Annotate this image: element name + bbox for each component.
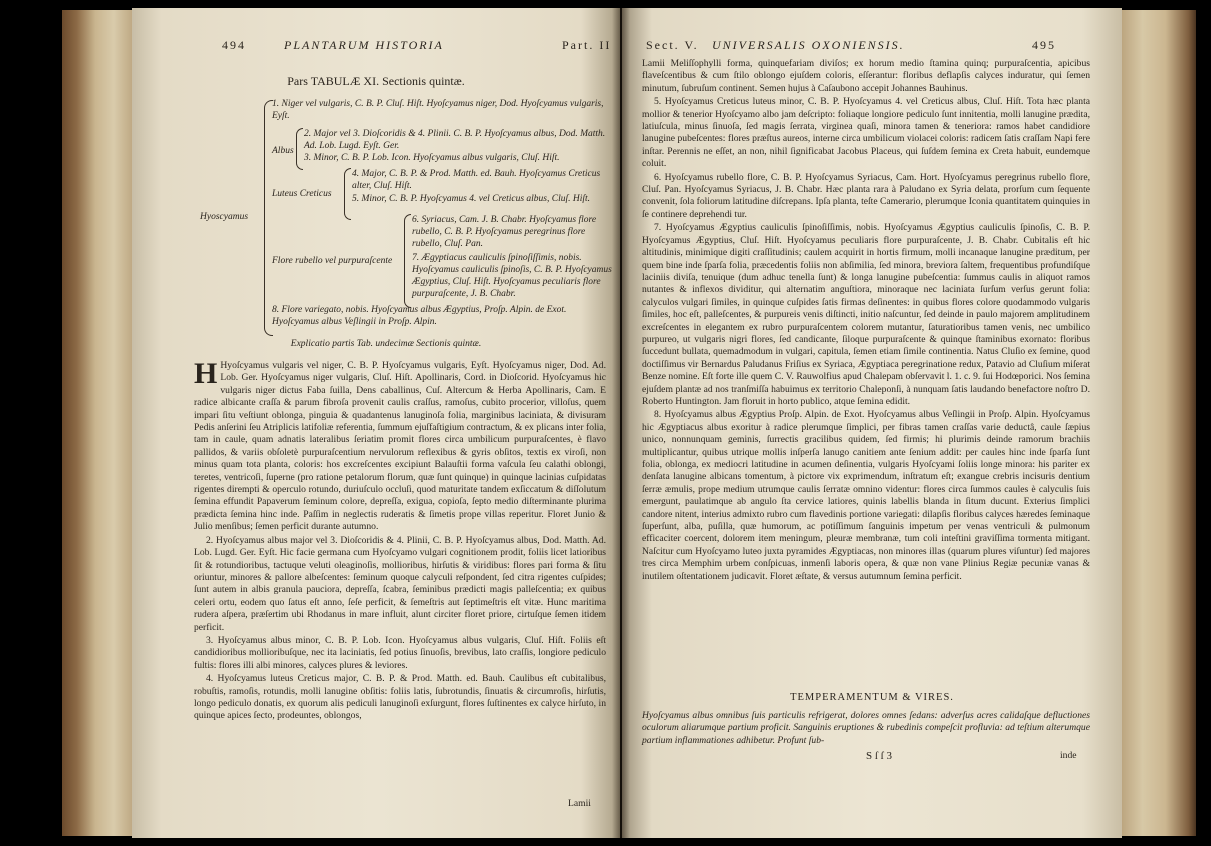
drop-cap: H <box>194 357 218 390</box>
paragraph-8: 8. Hyoſcyamus albus Ægyptius Proſp. Alpin. de Exot. Hyoſcyamus albus Veſlingii in Proſp. Alpin. Hyoſcyamus hic Ægyptiacus albus exoritur à radice plerumque ſimplici, per fibras tamen craſſas varie deductâ, caule ſæpius unico, nonnunquam geminis, ſurrectis gracilibus quidem, ſed firmis; hi plurimis deinde ramorum brachiis multiplicantur, quibus utrique mollis inſperſa lanugo canitiem ante ſenium addit: per caules hinc inde ſparſa ſunt folia, oblonga, ex mediocri latitudine in acumen deſinentia, vulgaris Hyoſcyami ſoliis longe minora: his pariter ex denſata lanugine albicans tomentum, à pictore vix exprimendum, inſtratum eſt; exangue crebris incisuris dentium ſerræ æmulis, prope medium utrumque caulis ſerratæ omnino videntur: flores circa ſummos caules è calyculis ſuis emergunt, paulatimque ab angulo ſta cervice latiores, quinis labellis blanda in ſitum ducunt. Exterius ſimplici candore nitent, interius admixto rubro cum flavedinis portione variegati: dilapſis floribus calyces hæredes ſeminaque ſuperſunt, alba, puſilla, quæ humorum, ac potiſſimum ſanguinis impetum per venas ventriculi & pulmonum efficaciter coercent, dolorem item meningum, pleuræ membranæ, tum coli inteſtini graviſſima tormenta mitigant. Naſcitur cum Hyoſcyamo luteo juxta pyramides Ægyptiacas, non minores illas (quarum plures viſuntur) ſed majores tres circa Memphim urbem conſpicuas, inmenſi laboris opera, & quæ non vane Plinius Regiæ pecuniæ vanas & inutilem oſtentationem judicavit. Floret æſtate, & versus autumnum ſemina perficit. <box>642 409 1090 582</box>
table-title: Pars TABULÆ XI. Sectionis quintæ. <box>287 74 465 88</box>
left-catchword: Lamii <box>568 798 591 809</box>
left-part-label: Part. II <box>562 38 612 52</box>
paragraph-5: 5. Hyoſcyamus Creticus luteus minor, C. B. P. Hyoſcyamus 4. vel Creticus albus, Cluſ. Hiſt. Tota hæc planta mollior & tenerior Hyoſcyamo albo jam deſcripto: foliaque longiore pediculo ſunt innitentia, molli lanugine prædita, latiuſcula, minus ſinuoſa, ſed magis ſerrata, virginea quaſi, minora tamen & teneriora: ramos habet candidiore lanugine pubeſcentes: flores præſtus aureos, interne circa umbilicum violacei coloris: radicem ſatis craſſam Napi fere inſtar. Perennis ne eſſet, an non, nihil ſignificabat Jacobus Placeus, qui ſuſdem ſemina ex Creta habuit, eundemque coluit. <box>642 96 1090 170</box>
table-entry-6: 6. Syriacus, Cam. J. B. Chabr. Hyoſcyamus flore rubello, C. B. P. Hyoſcyamus peregrinus flore rubello, Cluſ. Pan. <box>412 215 597 249</box>
left-running-title: PLANTARUM HISTORIA <box>284 38 444 52</box>
right-section-label: Sect. V. <box>646 38 699 52</box>
table-entry-3: 3. Minor, C. B. P. Lob. Icon. Hyoſcyamus albus vulgaris, Cluſ. Hiſt. <box>304 153 560 163</box>
luteus-label: Luteus Creticus <box>272 189 332 199</box>
table-entry-7: 7. Ægyptiacus cauliculis ſpinoſiſſimis, nobis. Hyoſcyamus cauliculis ſpinoſis, C. B. P. Hyoſcyamus Ægyptius, Cluſ. Hiſt. Hyoſcyamus peculiaris flore purpuraſcente, J. B. Chabr. <box>412 253 612 299</box>
paragraph-1: Hyoſcyamus vulgaris vel niger, C. B. P. Hyoſcyamus vulgaris, Eyſt. Hyoſcyamus niger, Dod. Ad. Lob. Ger. Hyoſcyamus niger vulgaris, Cluſ. Hiſt. Apollinaris, Cord. in Dioſcorid. Hyoſcyamus hic vulgaris niger dictus Faba ſuilla, Dens caballinus, Cuſ. Altercum & Herba Apollinaris, Cam. E radice albicante craſſa & parum fibroſa provenit caulis craſſus, ramoſus, cubito procerior, villoſus, quem impari ſitu veſtiunt oblonga, pinguia & quadantenus lanuginoſa folia, marginibus laciniata, & divisuram Pedis anſerini ſeu Atriplicis latifoliæ referentia, ſummum ejuſfaſtigium contractum, & ex plicans inter folia, tam in caule, quam adnatis lateralibus ſeriatim promit flores circa umbilicum purpuraſcentes, è flavo pallidos, & variis obſoletè purpuraſcentium nervulorum reflexibus & gyris obſitos, textis ex viroſi, non minus quam tota planta, coloris: hos excreſcentes excipiunt Balauſtii forma vaſcula ſeu calathi oblongi, teretes, ventricoſi, ſuperne (pro ratione petalorum florum, quæ ſunt quinque) in quinque lacinias cuſpidatas rigentes dirempti & operculo rotundo, duriuſculo occluſi, quod maturitate tandem exſiccatum & diſſolutum ſemina effundit Papaverum ſeminum colore, depreſſa, exigua, copioſa, ſepto medio diſterminante plurima prædicta ſemina hinc inde. Paſſim in neglectis ruderatis & ſimetis prope villas reperitur. Floret Junio & Julio menſibus; ſemen perficit durante autumno. <box>194 360 606 533</box>
table-entry-4: 4. Major, C. B. P. & Prod. Matth. ed. Bauh. Hyoſcyamus Creticus alter, Cluſ. Hiſt. <box>352 169 601 191</box>
left-page-number: 494 <box>222 38 246 52</box>
albus-label: Albus <box>272 146 294 156</box>
luteus-bracket <box>344 168 351 220</box>
paragraph-7: 7. Hyoſcyamus Ægyptius cauliculis ſpinoſiſſimis, nobis. Hyoſcyamus Ægyptius cauliculis ſpinoſis, C. B. P. Hyoſcyamus Ægyptius, Cluſ. Hiſt. Hyoſcyamus peculiaris flore purpuraſcente, J. B. Chabr. Cubitalis eſt hic altitudinis, minimique digiti craſſitudinis; caulem acquirit in hortis firmum, molli incanaque lanugine præditum, per quem bine inde ſparſa folia, præcedentis foliis non abſimilia, ſed minora, breviora ſaltem, frequentibus profundiſque laciniis diviſa, tenuique (dum adhuc tenella ſunt) & longa lanugine pubeſcentia: ſummus caulis in aliquot ramos nutantes & inflexos dividitur, qui alternatim anguſtiora, minoraque nec laciniata ſurſum verſus gerunt folia: calyculos vulgari ſimiles, in quinque cuſpides ſatis firmas deſinentes: in quibus flores colore quodammodo vulgaris ſimiles, hoc eſt, palleſcentes, & purpureis venis diſtincti, initio naſcuntur, ſed deinde in paulo majorem amplitudinem excreſcentes in elegantem ex rubro purpuraſcentem colorem mutantur, ſaturatioribus tamen venis, nec umbilico purpureo, ut vulgaris nigri flores, ſed candicante, ſiloque purpuraſcente & quinque ſtaminibus exornato: floribus ſuccedunt bullata, quemadmodum in vulgari, capitula, ſemen etiam ſimile continentia. Natus Cluſio ex ſemine, quod doctiſſimus vir Bernardus Paludanus Friſius ex Syriaca, Ægyptiaca peregrinatione redux, Patavio ad Cluſium miſerat Benze nomine. Eſt forte ille quem C. V. Rauwolfius apud Chalepam obſervavit l. 1. c. 9. ſui Hodœporici. Nos ſemina ejuſdem plantæ ad nos tranſmiſſa habuimus ex territorio Chaleponſi, à nunquam ſatis laudando benefactore noſtro D. Roberto Huntington. Jam floruit in horto publico, atque ſemina edidit. <box>642 222 1090 407</box>
left-page-edges <box>62 10 136 836</box>
right-body-text <box>642 58 1090 690</box>
rubello-label: Flore rubello vel purpuraſcente <box>272 256 393 266</box>
left-body-text <box>194 357 606 800</box>
paragraph-3: 3. Hyoſcyamus albus minor, C. B. P. Lob. Icon. Hyoſcyamus albus vulgaris, Cluſ. Hiſt. Foliis eſt candidioribus mollioribuſque, nec ita laciniatis, ſed potius ſinuoſis, brevibus, lato craſſis, longiore pediculo fultis: flores illi albi minores, calyces plures & leviores. <box>194 634 606 671</box>
left-running-head <box>132 38 620 56</box>
signature-mark: S ſ ſ 3 <box>866 750 892 762</box>
rubello-bracket <box>404 214 411 308</box>
genus-label: Hyoscyamus <box>200 212 249 222</box>
book-gutter <box>612 8 630 838</box>
table-entry-5: 5. Minor, C. B. P. Hyoſcyamus 4. vel Creticus albus, Cluſ. Hiſt. <box>352 194 591 204</box>
table-entry-1: 1. Niger vel vulgaris, C. B. P. Cluſ. Hiſt. Hyoſcyamus niger, Dod. Hyoſcyamus vulgaris, Eyſt. <box>272 99 604 121</box>
left-page <box>132 8 620 838</box>
explicatio-heading: Explicatio partis Tab. undecimæ Sectionis quintæ. <box>290 339 482 349</box>
table-entry-8: 8. Flore variegato, nobis. Hyoſcyamus albus Ægyptius, Proſp. Alpin. de Exot. Hyoſcyamus albus Veſlingii in Proſp. Alpin. <box>272 305 567 327</box>
right-page-edges <box>1120 10 1196 836</box>
paragraph-4: 4. Hyoſcyamus luteus Creticus major, C. B. P. & Prod. Matth. ed. Bauh. Caulibus eſt cubitalibus, robuſtis, ramoſis, rotundis, molli lanugine obſitis: foliis latis, ſubrotundis, ſinuatis & circumroſis, hirſutis, longo pediculo donatis, ex quorum alis pediculi lanuginoſi exſurgunt, flores ſuſtinentes ex calyce hirſuto, in quinque apices ſecto, prodeuntes, oblongos, <box>194 673 606 722</box>
right-page-number: 495 <box>1032 38 1056 52</box>
section-heading: TEMPERAMENTUM & VIRES. <box>790 692 954 703</box>
paragraph-continued: Lamii Meliſſophylli forma, quinquefariam diviſos; ex horum medio ſtamina quinq; purpuraſcentia, apicibus flaveſcentibus & cum ſtilo oblongo ejuſdem coloris, eſſerantur: floribus deflapſis calyces induratur, qui ſemen minutum, ſubruſum continent. Semen hujus à Caſaubono accepit Johannes Bauhinus. <box>642 58 1090 94</box>
paragraph-6: 6. Hyoſcyamus rubello flore, C. B. P. Hyoſcyamus Syriacus, Cam. Hort. Hyoſcyamus peregrinus rubello flore, Cluſ. Pan. Hyoſcyamus Syriacus, J. B. Chabr. Hæc planta rara à Paludano ex Syria delata, prorſum cum ſequente convenit, ſola foliorum latitudine diſcrepans. Ipſa planta, teſte Camerario, plerumque Iconia quantitatem quinquies in ſe continere deprehendi tur. <box>642 171 1090 220</box>
table-entry-2: 2. Major vel 3. Dioſcoridis & 4. Plinii. C. B. P. Hyoſcyamus albus, Dod. Matth. Ad. Lob. Lugd. Eyſt. Ger. <box>304 129 606 151</box>
right-catchword: inde <box>1060 750 1077 761</box>
vires-text: Hyoſcyamus albus omnibus ſuis particulis refrigerat, dolores omnes ſedans: adverſus acres calidaſque defluctiones oculorum aliarumque partium proficit. Sanguinis eruptiones & rubedinis compeſcit profluvia: ad teſtium alterumque partium inflammationes adhibetur. Profunt ſub- <box>642 710 1090 746</box>
albus-bracket <box>296 128 303 170</box>
right-running-title: UNIVERSALIS OXONIENSIS. <box>712 38 905 52</box>
main-bracket <box>264 100 273 336</box>
right-running-head <box>622 38 1122 56</box>
right-page <box>622 8 1122 838</box>
paragraph-2: 2. Hyoſcyamus albus major vel 3. Dioſcoridis & 4. Plinii, C. B. P. Hyoſcyamus albus, Dod. Matth. Ad. Lob. Lugd. Ger. Eyſt. Hic facie germana cum Hyoſcyamo vulgari cognitionem prodit, foliis licet latioribus ſit & rotundioribus, tactuque veluti oleaginoſis, mollioribus, hirſutis & viridibus: flores pari forma & ſitu oriuntur, minores & pallore albeſcentes: ſeminum quoque calyculi reſpondent, ſed citra rigentes cuſpides; ſunt autem in albis granula pauciora, depreſſa, ſcabra, ſeminibus prædicti magis palleſcentia; ex quibus celeri ortu, eodem quo ſatus eſt anno, ſeſe perficit, & ſemeſtris aut ſeptimeſtris eſt vitæ. Hunc maritima rudera aſpera, præſertim ubi Rhodanus in mare influit, alunt circiter floret priore, cirtuſque ſemen itidem perficit. <box>194 534 606 633</box>
